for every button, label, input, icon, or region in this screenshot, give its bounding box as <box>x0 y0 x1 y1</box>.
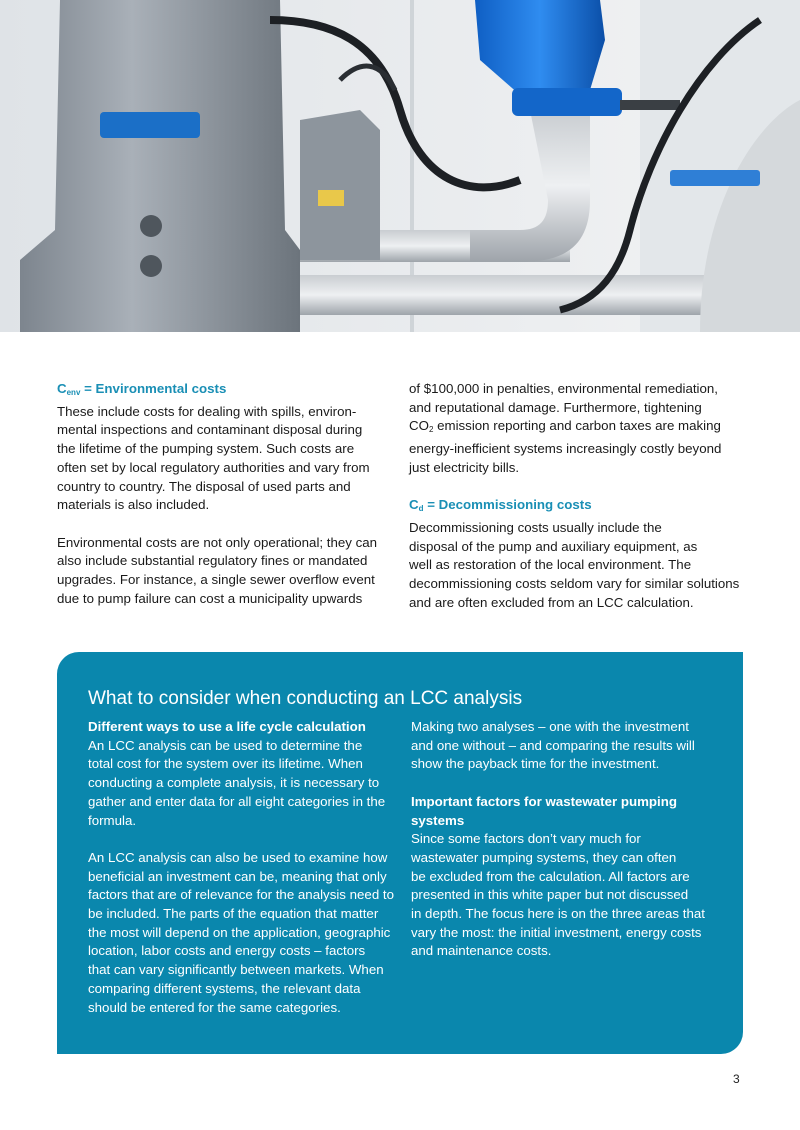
text-line: location, labor costs and energy costs – factors <box>88 943 366 959</box>
text-line: An LCC analysis can be used to determine the <box>88 737 363 753</box>
text-line: of $100,000 in penalties, environmental remediation, <box>409 381 718 396</box>
text-line: comparing different systems, the relevant data <box>88 980 361 996</box>
text-line: presented in this white paper but not discussed <box>411 887 689 903</box>
text-line: often set by local regulatory authorities and vary from <box>57 459 370 475</box>
text-line: Decommissioning costs usually include the <box>409 519 662 535</box>
text-line: total cost for the system over its lifetime. When <box>88 756 363 772</box>
text-line: upgrades. For instance, a single sewer overflow event <box>57 572 375 588</box>
text-line: wastewater pumping systems, they can often <box>411 849 677 865</box>
left-column <box>57 380 392 608</box>
text-line: the most will depend on the application, geographic <box>88 924 391 940</box>
hero-photo <box>0 0 800 332</box>
text-line: vary the most: the initial investment, energy costs <box>411 924 702 940</box>
environmental-costs-heading: $C_{env}$ = Environmental costs <box>57 381 227 397</box>
text-line: country to country. The disposal of used parts and <box>57 478 351 494</box>
text-line: disposal of the pump and auxiliary equipment, as <box>409 538 698 554</box>
text-line: also include substantial regulatory fines or mandated <box>57 553 368 569</box>
text-line: that can vary significantly between markets. When <box>88 962 384 978</box>
text-line: Environmental costs are not only operational; they can <box>57 534 378 550</box>
text-line: just electricity bills. <box>409 459 520 475</box>
panel-left-heading: Different ways to use a life cycle calculation <box>88 719 366 734</box>
text-line: decommissioning costs seldom vary for similar solutions <box>409 576 740 592</box>
right-column <box>409 380 749 612</box>
text-line: the lifetime of the pumping system. Such costs are <box>57 441 355 457</box>
text-line: Since some factors don’t vary much for <box>411 831 641 847</box>
text-line: conducting a complete analysis, it is necessary to <box>88 775 380 791</box>
text-line: gather and enter data for all eight categories in the <box>88 793 386 809</box>
text-line: due to pump failure can cost a municipality upwards <box>57 590 363 606</box>
text-line: and one without – and comparing the results will <box>411 737 695 753</box>
text-line: be included. The parts of the equation that matter <box>88 906 379 922</box>
text-line: and reputational damage. Furthermore, tightening <box>409 399 702 415</box>
page-number: 3 <box>733 1072 740 1086</box>
pump-station-illustration <box>0 0 800 332</box>
text-line: Making two analyses – one with the investment <box>411 719 689 734</box>
text-line: should be entered for the same categories. <box>88 999 341 1015</box>
panel-right-column <box>411 718 721 961</box>
text-line: materials is also included. <box>57 497 210 513</box>
text-line: formula. <box>88 812 137 828</box>
text-line: and are often excluded from an LCC calculation. <box>409 594 694 610</box>
text-line: These include costs for dealing with spills, environ- <box>57 403 357 419</box>
text-line: energy-inefficient systems increasingly costly beyond <box>409 441 722 457</box>
lcc-analysis-panel <box>57 652 743 1054</box>
co2-line: CO2 emission reporting and carbon taxes are making <box>409 418 721 435</box>
text-line: in depth. The focus here is on the three areas that <box>411 906 705 922</box>
text-line: An LCC analysis can also be used to examine how <box>88 849 388 865</box>
text-line: and maintenance costs. <box>411 943 552 959</box>
text-line: factors that are of relevance for the analysis need to <box>88 887 395 903</box>
decommissioning-costs-heading: $C_d$ = Decommissioning costs <box>409 497 592 514</box>
text-line: be excluded from the calculation. All factors are <box>411 868 690 884</box>
panel-right-heading: Important factors for wastewater pumping <box>411 793 677 809</box>
text-line: mental inspections and contaminant disposal during <box>57 422 363 438</box>
text-line: well as restoration of the local environment. The <box>409 557 692 573</box>
panel-left-column <box>88 718 398 1017</box>
panel-title: What to consider when conducting an LCC analysis <box>88 688 523 709</box>
panel-right-heading: systems <box>411 812 465 828</box>
text-line: show the payback time for the investment. <box>411 756 660 772</box>
text-line: beneficial an investment can be, meaning that only <box>88 868 387 884</box>
